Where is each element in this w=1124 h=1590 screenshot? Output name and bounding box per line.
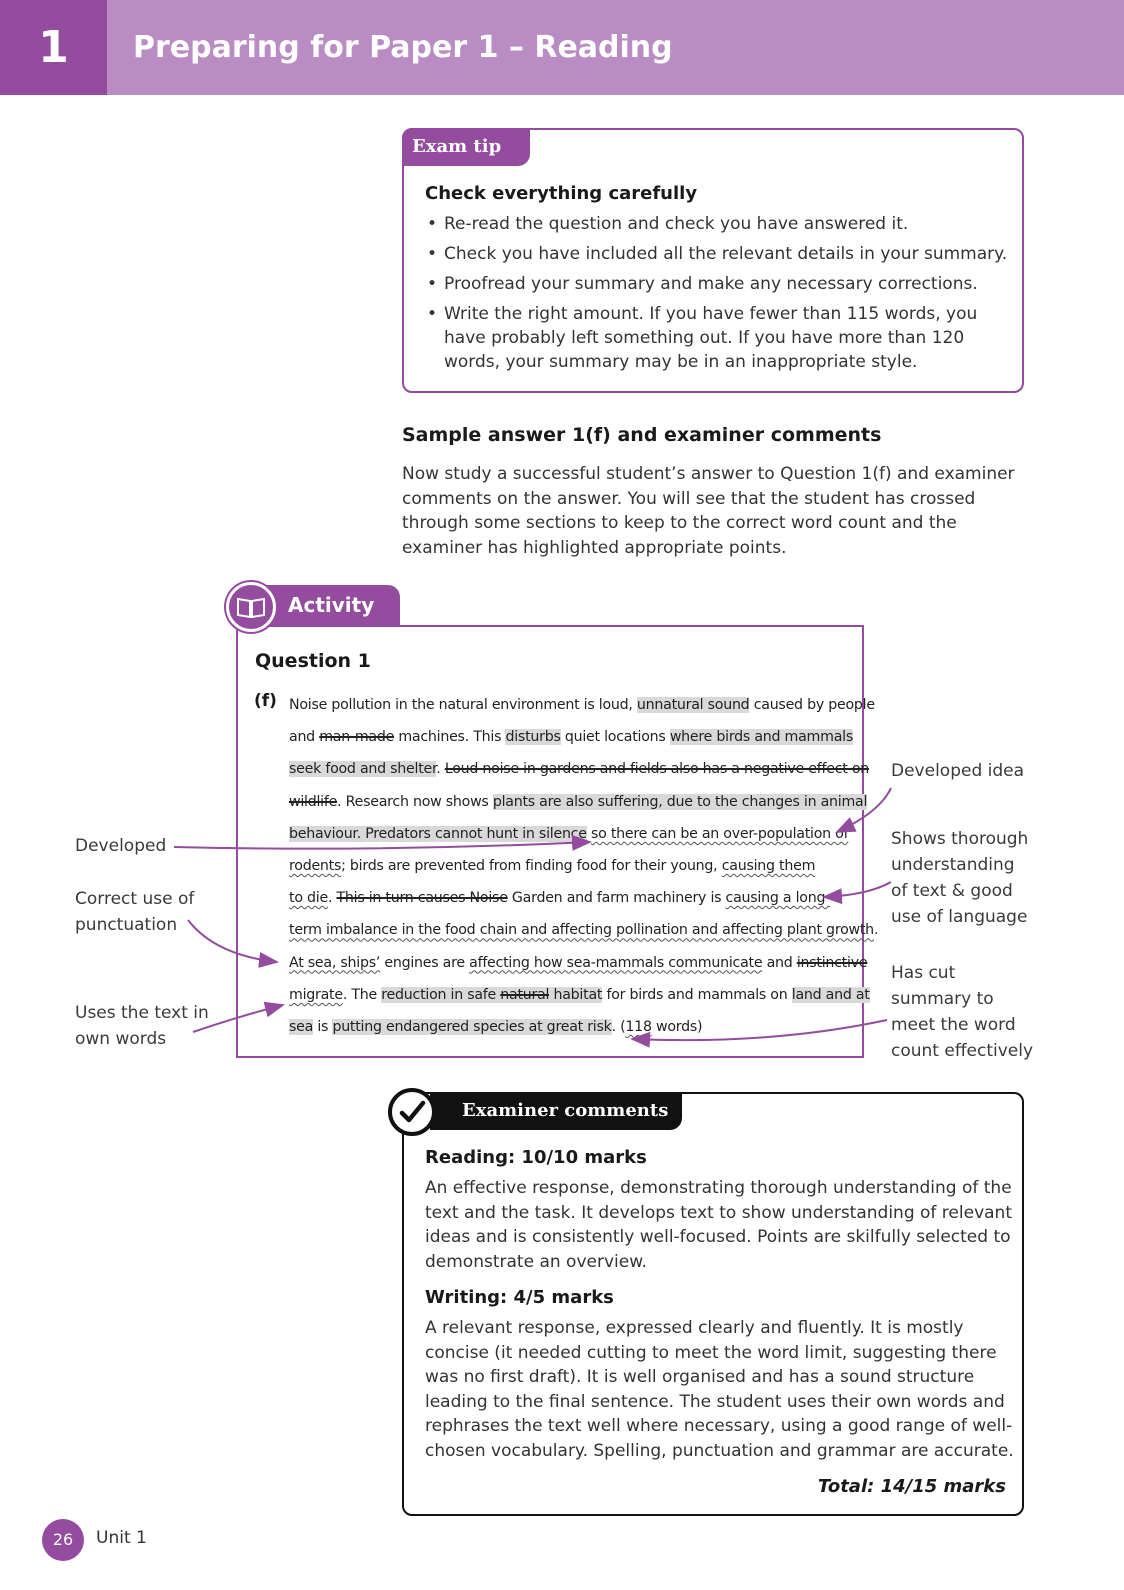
highlighted-text: putting endangered species at great risk [332, 1019, 612, 1035]
arrow-punctuation [188, 920, 277, 962]
note-developed: Developed [75, 836, 167, 856]
answer-text: . Research now shows [337, 793, 493, 810]
arrow-word-count [632, 1020, 887, 1040]
highlighted-text: behaviour. Predators cannot hunt in silence [289, 825, 587, 842]
exam-tip-label: Exam tip [402, 128, 530, 166]
answer-text: . [873, 922, 879, 939]
highlighted-text: reduction in safe [381, 986, 501, 1003]
examiner-comments-label-text: Examiner comments [462, 1100, 669, 1121]
page-number: 26 [42, 1519, 84, 1561]
reading-comment: An effective response, demonstrating thorough understanding of the text and the task. It develops text to show understanding of relevant ideas and is consistently well-focused. Points are skilfully selected to demonstrate an overview. [425, 1178, 1012, 1272]
exam-tip-bullet: • Re-read the question and check you have answered it. [425, 212, 1015, 236]
underlined-text: causing them [721, 858, 816, 874]
highlighted-text: sea [289, 1019, 314, 1035]
crossed-out-text: wildlife [289, 793, 338, 810]
answer-text: for birds and mammals on [602, 986, 792, 1003]
highlighted-text: unnatural sound [636, 697, 750, 713]
exam-tip-bullet: • Check you have included all the relevant details in your summary. [425, 242, 1015, 266]
answer-text: is [313, 1019, 333, 1035]
total-marks: Total: 14/15 marks [817, 1476, 1006, 1497]
underlined-text: migrate [289, 986, 343, 1003]
underlined-text: rodents [289, 858, 342, 874]
crossed-out-text: Loud noise in gardens and fields also has a negative effect on [444, 761, 870, 778]
crossed-out-text: This in turn causes Noise [336, 890, 508, 907]
answer-text: caused by people [749, 697, 875, 713]
crossed-out-text: man-made [319, 729, 395, 746]
highlighted-text: where birds and mammals [669, 729, 853, 746]
underlined-text: term imbalance in the food chain and affecting pollination and affecting plant growth [289, 922, 874, 939]
answer-text: and [289, 729, 320, 746]
note-word-count: Has cut summary to meet the word count effectively [891, 963, 1034, 1061]
reading-marks-heading: Reading: 10/10 marks [425, 1147, 647, 1168]
answer-text: machines. This [394, 729, 506, 746]
answer-text: engines are [380, 954, 470, 971]
note-understanding: Shows thorough understanding of text & good use of language [891, 829, 1029, 927]
answer-text: words) [651, 1019, 703, 1035]
underlined-text: affecting how sea-mammals communicate [469, 954, 763, 971]
answer-text: Garden and farm machinery is [507, 890, 726, 907]
highlighted-text: disturbs [505, 729, 561, 746]
underlined-text: At sea, ships’ [289, 954, 381, 971]
sample-intro-text: Now study a successful student’s answer to Question 1(f) and examiner comments on the answer. You will see that the student has crossed through some sections to keep to the correct word count and the examiner has highlighted appropriate points. [402, 464, 1015, 558]
question-part-label: (f) [254, 691, 277, 711]
activity-label: Activity [288, 593, 375, 617]
exam-tip-heading: Check everything carefully [425, 183, 698, 204]
arrow-understanding [824, 882, 891, 897]
crossed-out-text: instinctive [796, 954, 868, 971]
answer-text: . [327, 890, 337, 907]
answer-text: . ( [611, 1019, 626, 1035]
examiner-comments-label [430, 1092, 682, 1130]
sample-heading: Sample answer 1(f) and examiner comments [402, 424, 882, 446]
highlighted-text: natural [500, 986, 550, 1003]
answer-text: and [762, 954, 797, 971]
check-circle-icon [388, 1088, 436, 1136]
underlined-text: 118 [625, 1019, 652, 1035]
question-title: Question 1 [255, 650, 371, 672]
highlighted-text: seek food and shelter [289, 761, 437, 778]
answer-text: ; birds are prevented from finding food for their young, [341, 858, 722, 874]
note-developed-idea: Developed idea [891, 761, 1025, 781]
underlined-text: causing a long- [725, 890, 831, 907]
answer-text: . [436, 761, 445, 778]
answer-text: quiet locations [560, 729, 670, 746]
note-own-words: Uses the text in own words [75, 1003, 209, 1049]
unit-label: Unit 1 [96, 1528, 147, 1548]
answer-text: . The [342, 986, 382, 1003]
chapter-number: 1 [0, 0, 107, 95]
highlighted-text: plants are also suffering, due to the changes in animal [492, 793, 868, 810]
arrow-developed-idea [837, 788, 891, 832]
underlined-text: so there can be an over-population of [590, 825, 849, 842]
exam-tip-bullet: • Proofread your summary and make any necessary corrections. [425, 272, 1015, 296]
exam-tip-bullet: • Write the right amount. If you have fewer than 115 words, you have probably left something out. If you have more than 120 words, your summary may be in an inappropriate style. [425, 302, 1015, 374]
arrow-developed [174, 842, 590, 849]
highlighted-text: land and at [791, 986, 870, 1003]
underlined-text: to die [289, 890, 328, 907]
arrow-own-words [193, 1005, 283, 1032]
highlighted-text: habitat [549, 986, 603, 1003]
chapter-title: Preparing for Paper 1 – Reading [133, 30, 673, 65]
note-punctuation: Correct use of punctuation [75, 889, 195, 935]
writing-comment: A relevant response, expressed clearly and fluently. It is mostly concise (it needed cutting to meet the word limit, suggesting there was no first draft). It is well organised and has a sound structure leading to the final sentence. The student uses their own words and rephrases the text well where necessary, using a good range of well-chosen vocabulary. Spelling, punctuation and grammar are accurate. [425, 1318, 1014, 1461]
answer-text: Noise pollution in the natural environment is loud, [289, 697, 637, 713]
writing-marks-heading: Writing: 4/5 marks [425, 1287, 614, 1308]
